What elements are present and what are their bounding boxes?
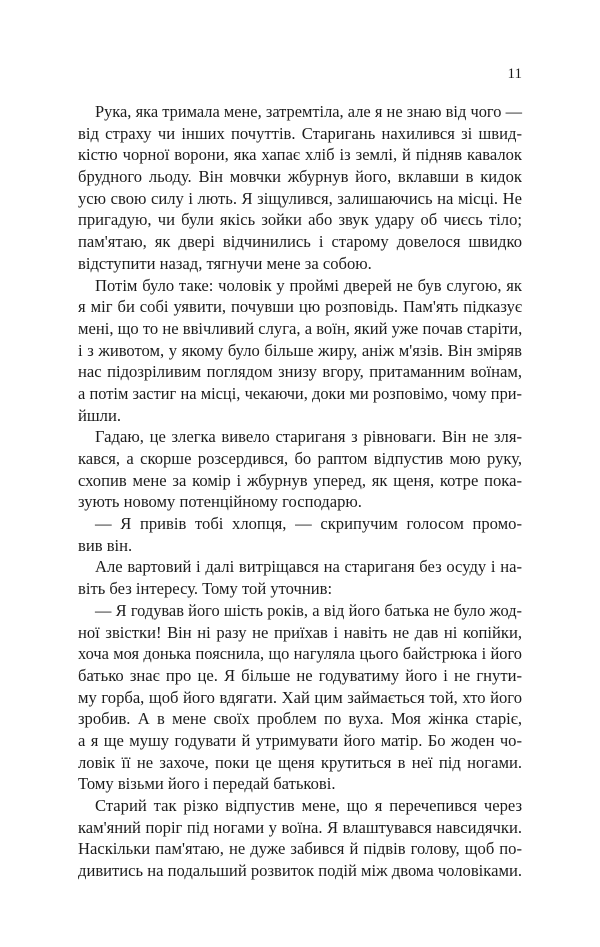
text-line: — Я годував його шість років, а від його батька не було жод-	[95, 600, 522, 620]
text-line: і з животом, у якому було більше жиру, аніж м'язів. Він зміряв	[78, 340, 522, 360]
text-line: від страху чи інших почуттів. Старигань нахилився зі швид-	[78, 123, 522, 143]
text-line: Рука, яка тримала мене, затремтіла, але я не знаю від чого —	[95, 102, 522, 121]
text-line: Тому візьми його і передай батькові.	[78, 774, 336, 794]
text-line: кам'яний поріг під ногами у воїна. Я влаштувався навсидячки.	[78, 817, 522, 837]
text-line: дивитись на подальший розвиток подій між двома чоловіками.	[78, 861, 522, 881]
text-line: а я ще мушу годувати й утримувати його матір. Бо жоден чо-	[78, 730, 522, 750]
text-line: мені, що то не ввічливий слуга, а воїн, який уже почав старіти,	[78, 318, 523, 338]
text-line: нас підозріливим поглядом знизу вгору, притаманним воїнам,	[78, 362, 522, 382]
text-line: схопив мене за комір і жбурнув уперед, як щеня, котре пока-	[78, 470, 522, 490]
text-line: кістю чорної ворони, яка хапає хліб із землі, й підняв кавалок	[78, 145, 522, 165]
text-line: брудного льоду. Він мовчки жбурнув його, вклавши в кидок	[78, 167, 522, 187]
text-line: Гадаю, це злегка вивело стариганя з рівноваги. Він не зля-	[95, 427, 522, 447]
text-line: ної звістки! Він ні разу не приїхав і навіть не дав ні копійки,	[78, 622, 522, 642]
text-line: му горба, щоб його вдягати. Хай цим займається той, хто його	[78, 687, 522, 707]
text-line: віть без інтересу. Тому той уточнив:	[78, 579, 333, 599]
text-line: йшли.	[78, 405, 121, 425]
text-line: хоча моя донька пояснила, що нагуляла цього байстрюка і його	[78, 644, 522, 664]
text-line: Потім було таке: чоловік у проймі дверей не був слугою, як	[95, 275, 522, 295]
text-line: Але вартовий і далі витріщався на стариганя без осуду і на-	[95, 557, 522, 577]
text-line: кався, а скорше розсердився, бо раптом відпустив мою руку,	[78, 449, 522, 468]
text-line: відступити назад, тягнучи мене за собою.	[78, 253, 372, 273]
text-line: а потім застиг на місці, чекаючи, доки ми розповімо, чому при-	[78, 383, 522, 403]
text-line: пригадую, чи були якісь зойки або звук удару об чиєсь тіло;	[78, 210, 522, 230]
text-line: зують новому потенційному господарю.	[78, 492, 362, 512]
body-text	[78, 101, 522, 882]
text-line: пам'ятаю, як двері відчинились і старому довелося швидко	[78, 232, 522, 252]
text-line: ловік її не захоче, поки це щеня крутиться в неї під ногами.	[78, 752, 522, 772]
text-line: Старий так різко відпустив мене, що я перечепився через	[95, 796, 522, 815]
text-line: Наскільки пам'ятаю, не дуже забився й підвів голову, щоб по-	[78, 839, 522, 859]
text-line: я міг би собі уявити, почувши цю розповідь. Пам'ять підказує	[78, 297, 522, 317]
text-line: усю свою силу і лють. Я зіщулився, залишаючись на місці. Не	[78, 188, 522, 208]
text-line: батько знає про це. Я більше не годуватиму його і не гнути-	[78, 665, 522, 685]
text-line: вив він.	[78, 535, 133, 555]
text-line: зробив. А в мене своїх проблем по вуха. Моя жінка старіє,	[78, 709, 522, 729]
page-number: 11	[507, 66, 522, 82]
text-line: — Я привів тобі хлопця, — скрипучим голосом промо-	[95, 514, 522, 534]
